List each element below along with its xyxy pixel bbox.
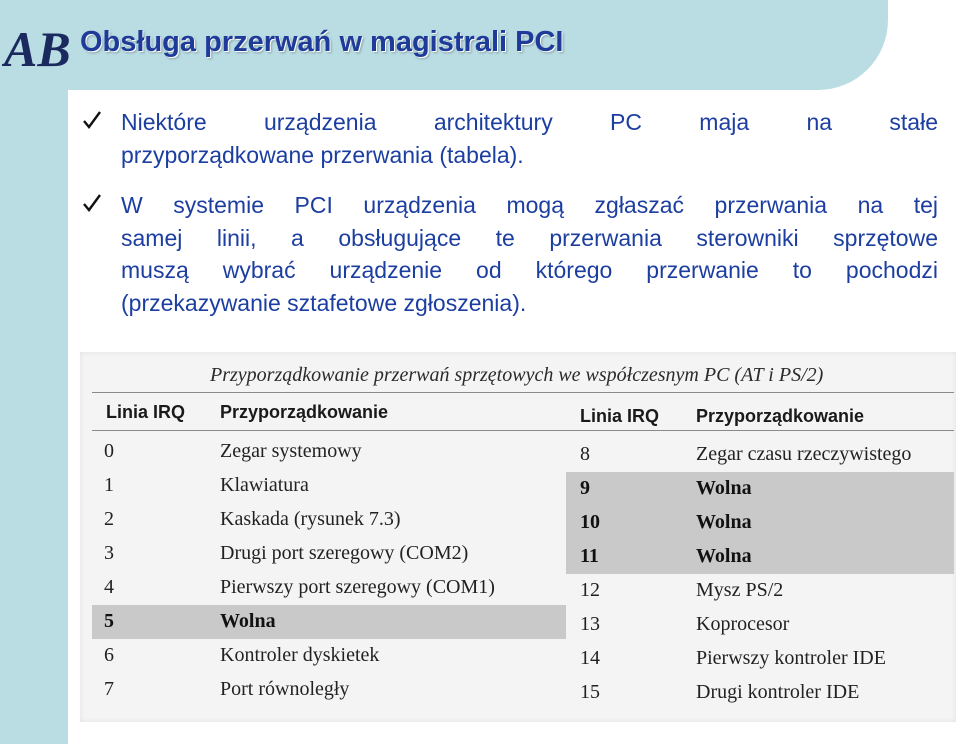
irq-assignment: Drugi kontroler IDE xyxy=(696,681,860,703)
irq-assignment: Pierwszy port szeregowy (COM1) xyxy=(220,576,495,598)
header-irq-left: Linia IRQ xyxy=(106,402,186,422)
bullet-line: Niektóre urządzenia architektury PC maja na stałe xyxy=(121,109,938,135)
irq-assignment: Mysz PS/2 xyxy=(696,579,784,601)
table-row xyxy=(566,608,954,642)
ab-logo xyxy=(2,18,72,76)
table-row xyxy=(566,642,954,676)
header-assignment-left: Przyporządkowanie xyxy=(220,402,389,422)
table-row xyxy=(92,503,566,537)
irq-number: 6 xyxy=(104,644,114,666)
header-assignment-right: Przyporządkowanie xyxy=(696,406,865,426)
irq-assignment: Wolna xyxy=(696,545,752,567)
irq-assignment: Wolna xyxy=(696,477,752,499)
slide-title: Obsługa przerwań w magistrali PCI xyxy=(80,26,564,58)
table-row xyxy=(92,435,566,469)
table-row-highlighted xyxy=(566,540,954,574)
table-row xyxy=(566,438,954,472)
table-row-highlighted xyxy=(566,506,954,540)
table-row xyxy=(566,676,954,710)
irq-assignment: Klawiatura xyxy=(220,474,309,496)
bullet-list xyxy=(82,106,938,337)
irq-assignment: Koprocesor xyxy=(696,613,790,635)
table-row-highlighted xyxy=(92,605,566,639)
bullet-line: przyporządkowane przerwania (tabela). xyxy=(121,141,524,168)
irq-number: 9 xyxy=(580,477,590,499)
table-row xyxy=(92,571,566,605)
irq-number: 13 xyxy=(580,613,600,635)
irq-number: 1 xyxy=(104,474,114,496)
table-row xyxy=(92,469,566,503)
irq-number: 0 xyxy=(104,440,114,462)
table-row-highlighted xyxy=(566,472,954,506)
irq-number: 5 xyxy=(104,610,114,632)
irq-assignment: Pierwszy kontroler IDE xyxy=(696,647,886,669)
irq-number: 12 xyxy=(580,579,600,601)
irq-assignment: Wolna xyxy=(220,610,276,632)
irq-number: 14 xyxy=(580,647,600,669)
irq-assignment: Port równoległy xyxy=(220,678,350,700)
irq-assignment: Kaskada (rysunek 7.3) xyxy=(220,508,401,530)
bullet-line: (przekazywanie sztafetowe zgłoszenia). xyxy=(121,289,527,316)
irq-number: 4 xyxy=(104,576,114,598)
irq-assignment: Kontroler dyskietek xyxy=(220,644,380,666)
irq-number: 8 xyxy=(580,443,590,465)
table-row xyxy=(566,574,954,608)
bullet-item xyxy=(82,106,938,171)
irq-assignment: Wolna xyxy=(696,511,752,533)
checkmark-icon xyxy=(82,192,102,214)
table-rule xyxy=(92,392,954,393)
table-row xyxy=(92,673,566,707)
checkmark-icon xyxy=(82,109,102,131)
bullet-line: W systemie PCI urządzenia mogą zgłaszać przerwania na tej xyxy=(121,192,938,218)
bullet-line: samej linii, a obsługujące te przerwania sterowniki sprzętowe xyxy=(121,224,938,251)
svg-text:AB: AB xyxy=(4,21,71,76)
irq-number: 10 xyxy=(580,511,600,533)
table-caption: Przyporządkowanie przerwań sprzętowych we współczesnym PC (AT i PS/2) xyxy=(210,364,824,386)
bullet-item xyxy=(82,189,938,319)
table-row xyxy=(92,639,566,673)
bullet-line: muszą wybrać urządzenie od którego przerwanie to pochodzi xyxy=(121,257,938,283)
table-row xyxy=(92,537,566,571)
irq-number: 15 xyxy=(580,681,600,703)
irq-assignment: Zegar czasu rzeczywistego xyxy=(696,443,912,465)
irq-number: 11 xyxy=(580,545,599,567)
irq-table-image xyxy=(80,352,956,722)
header-irq-right: Linia IRQ xyxy=(580,406,660,426)
table-rule xyxy=(92,430,954,431)
irq-number: 2 xyxy=(104,508,114,530)
irq-number: 7 xyxy=(104,678,114,700)
irq-assignment: Zegar systemowy xyxy=(220,440,362,462)
irq-number: 3 xyxy=(104,542,114,564)
irq-assignment: Drugi port szeregowy (COM2) xyxy=(220,542,469,564)
